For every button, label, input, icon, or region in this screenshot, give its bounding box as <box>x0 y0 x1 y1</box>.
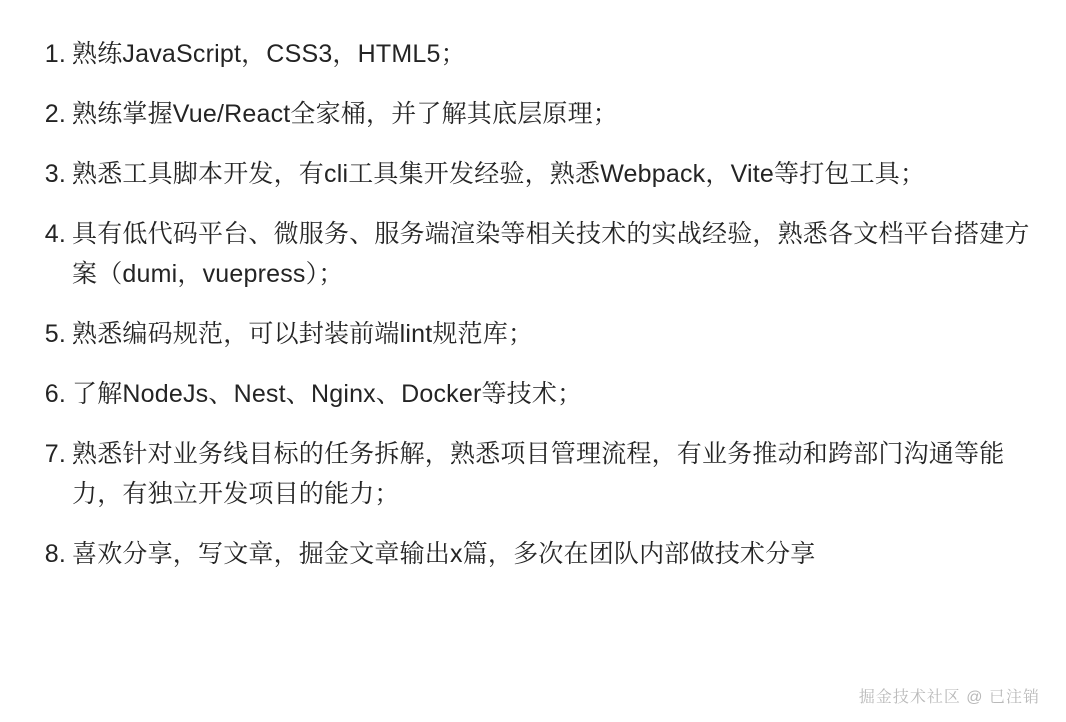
list-item: 喜欢分享，写文章，掘金文章输出x篇，多次在团队内部做技术分享 <box>72 540 816 568</box>
list-item: 熟练JavaScript，CSS3，HTML5； <box>72 40 466 68</box>
list-item: 熟悉编码规范，可以封装前端lint规范库； <box>72 320 534 348</box>
list-item: 熟悉工具脚本开发，有cli工具集开发经验，熟悉Webpack，Vite等打包工具； <box>72 160 926 188</box>
list-item: 熟练掌握Vue/React全家桶，并了解其底层原理； <box>72 100 619 128</box>
list-item: 熟悉针对业务线目标的任务拆解，熟悉项目管理流程，有业务推动和跨部门沟通等能力，有独立开发项目的能力； <box>72 440 1005 508</box>
watermark: 掘金技术社区 @ 已注销 <box>858 689 1040 706</box>
list-item: 具有低代码平台、微服务、服务端渲染等相关技术的实战经验，熟悉各文档平台搭建方案（dumi，vuepress）； <box>72 220 1030 288</box>
requirements-list <box>28 34 1038 574</box>
list-item: 了解NodeJs、Nest、Nginx、Docker等技术； <box>72 380 583 408</box>
